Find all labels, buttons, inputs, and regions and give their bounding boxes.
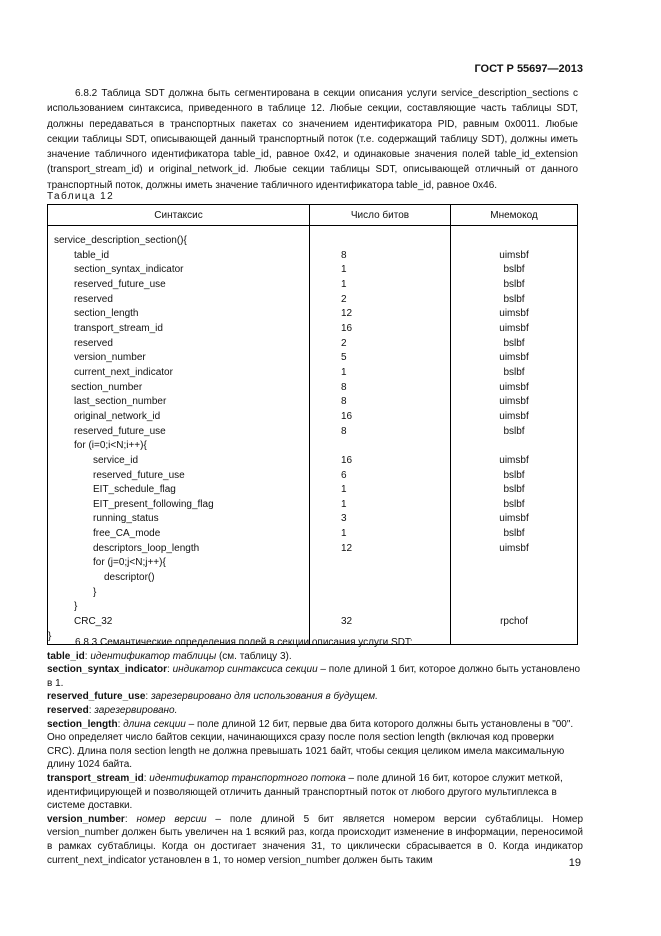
syntax-cell: transport_stream_id (48, 322, 310, 337)
mnemonic-cell: uimsbf (451, 322, 578, 337)
mnemonic-cell: bslbf (451, 337, 578, 352)
bits-cell: 2 (310, 337, 451, 352)
bits-cell: 12 (310, 307, 451, 322)
syntax-cell: current_next_indicator (48, 366, 310, 381)
mnemonic-cell (451, 556, 578, 571)
syntax-cell: section_syntax_indicator (48, 263, 310, 278)
mnemonic-cell: uimsbf (451, 249, 578, 264)
def-transport-stream-id: transport_stream_id: идентификатор транспортного потока – поле длиной 16 бит, которое служит меткой, идентифицирующей и позволяющей отличить данный транспортный поток от любого другого мультиплекса в системе доставки. (47, 772, 563, 812)
table-row (48, 512, 578, 527)
syntax-cell: service_id (48, 454, 310, 469)
table-row (48, 307, 578, 322)
column-header-bits: Число битов (310, 205, 451, 226)
table-row (48, 249, 578, 264)
bits-cell: 8 (310, 249, 451, 264)
mnemonic-cell: bslbf (451, 263, 578, 278)
syntax-cell: table_id (48, 249, 310, 264)
table-row (48, 322, 578, 337)
intro-text: 6.8.2 Таблица SDT должна быть сегментирована в секции описания услуги service_description_sections с использованием синтаксиса, приведенного в таблице 12. Любые секции, составляющие часть таблицы SDT, должны передаваться в транспортных пакетах со значением идентификатора PID, равным 0x0011. Любые секции таблицы SDT, описывающей данный транспортный поток (т.е. содержащий таблицу SDT), должны иметь значение табличного идентификатора table_id, равное 0x42, и одинаковые значения полей table_id_extension (transport_stream_id) и original_network_id. Любые секции таблицы SDT, описывающей отличный от данного транспортный поток, должны иметь значение табличного идентификатора table_id, равное 0x46. (47, 88, 578, 191)
bits-cell: 8 (310, 381, 451, 396)
page-number: 19 (568, 857, 581, 869)
table-row (48, 278, 578, 293)
bits-cell: 6 (310, 469, 451, 484)
bits-cell: 8 (310, 425, 451, 440)
def-section-syntax-indicator: section_syntax_indicator: индикатор синтаксиса секции – поле длиной 1 бит, которое должно быть установлено в 1. (47, 664, 581, 689)
bits-cell: 8 (310, 395, 451, 410)
mnemonic-cell: uimsbf (451, 512, 578, 527)
bits-cell: 5 (310, 351, 451, 366)
table-body (48, 226, 578, 645)
mnemonic-cell (451, 600, 578, 615)
syntax-cell: } (48, 600, 310, 615)
table-row (48, 615, 578, 630)
def-version-number: version_number: номер версии – поле длиной 5 бит является номером версии субтаблицы. Номер version_number должен быть увеличен на 1 всякий раз, когда происходит изменение в информации, переносимой в рамках субтаблицы. Когда он достигает значения 31, то циклически сбрасывается в 0. Когда индикатор current_next_indicator установлен в 1, то номер version_number должен быть таким (47, 813, 583, 866)
mnemonic-cell: uimsbf (451, 410, 578, 425)
syntax-cell: last_section_number (48, 395, 310, 410)
table-row (48, 439, 578, 454)
table-spacer-row (48, 226, 578, 235)
mnemonic-cell: uimsbf (451, 395, 578, 410)
mnemonic-cell: uimsbf (451, 307, 578, 322)
table-row (48, 381, 578, 396)
table-row (48, 351, 578, 366)
syntax-cell: version_number (48, 351, 310, 366)
bits-cell: 12 (310, 542, 451, 557)
table-caption: Таблица 12 (47, 191, 115, 202)
bits-cell (310, 234, 451, 249)
standard-header: ГОСТ Р 55697—2013 (474, 63, 583, 75)
mnemonic-cell: uimsbf (451, 454, 578, 469)
intro-paragraph (47, 86, 578, 193)
table-row (48, 498, 578, 513)
column-header-syntax: Синтаксис (48, 205, 310, 226)
table-row (48, 337, 578, 352)
mnemonic-cell: rpchof (451, 615, 578, 630)
bits-cell (310, 439, 451, 454)
mnemonic-cell (451, 234, 578, 249)
syntax-cell: CRC_32 (48, 615, 310, 630)
mnemonic-cell: bslbf (451, 483, 578, 498)
table-row (48, 395, 578, 410)
def-section-length: section_length: длина секции – поле длиной 12 бит, первые два бита которого должны быть установлены в "00". Оно определяет число байтов секции, начинающихся сразу после поля section length (включая код проверки CRC). Длина поля section length не должна превышать 1021 байт, чтобы секция целиком имела максимальную длину 1024 байта. (47, 718, 574, 771)
table-row (48, 527, 578, 542)
table-row (48, 234, 578, 249)
bits-cell: 2 (310, 293, 451, 308)
syntax-cell: section_length (48, 307, 310, 322)
mnemonic-cell: bslbf (451, 527, 578, 542)
syntax-cell: reserved_future_use (48, 278, 310, 293)
syntax-cell: section_number (48, 381, 310, 396)
syntax-cell: } (48, 630, 310, 645)
bits-cell: 1 (310, 278, 451, 293)
syntax-cell: EIT_present_following_flag (48, 498, 310, 513)
def-reserved: reserved: зарезервировано. (47, 704, 178, 716)
bits-cell: 16 (310, 454, 451, 469)
table-row (48, 263, 578, 278)
def-reserved-future-use: reserved_future_use: зарезервировано для использования в будущем. (47, 691, 378, 703)
mnemonic-cell: uimsbf (451, 351, 578, 366)
def-table-id: table_id: идентификатор таблицы (см. таблицу 3). (47, 650, 292, 662)
table-row (48, 483, 578, 498)
table-row (48, 571, 578, 586)
syntax-cell: service_description_section(){ (48, 234, 310, 249)
bits-cell: 32 (310, 615, 451, 630)
mnemonic-cell: bslbf (451, 469, 578, 484)
mnemonic-cell: bslbf (451, 366, 578, 381)
bits-cell (310, 586, 451, 601)
syntax-cell: for (j=0;j<N;j++){ (48, 556, 310, 571)
bits-cell: 1 (310, 366, 451, 381)
syntax-cell: reserved_future_use (48, 425, 310, 440)
syntax-cell: descriptor() (48, 571, 310, 586)
table-row (48, 293, 578, 308)
mnemonic-cell: bslbf (451, 425, 578, 440)
syntax-cell: reserved_future_use (48, 469, 310, 484)
bits-cell: 1 (310, 483, 451, 498)
mnemonic-cell: bslbf (451, 293, 578, 308)
bits-cell: 1 (310, 263, 451, 278)
syntax-cell: for (i=0;i<N;i++){ (48, 439, 310, 454)
table-row (48, 586, 578, 601)
bits-cell (310, 600, 451, 615)
table-row (48, 410, 578, 425)
syntax-cell: running_status (48, 512, 310, 527)
bits-cell: 16 (310, 322, 451, 337)
mnemonic-cell (451, 586, 578, 601)
table-row (48, 469, 578, 484)
mnemonic-cell: bslbf (451, 278, 578, 293)
syntax-cell: original_network_id (48, 410, 310, 425)
mnemonic-cell: uimsbf (451, 381, 578, 396)
bits-cell: 3 (310, 512, 451, 527)
table-row (48, 454, 578, 469)
bits-cell: 1 (310, 527, 451, 542)
table-row (48, 600, 578, 615)
syntax-cell: free_CA_mode (48, 527, 310, 542)
syntax-table (47, 204, 578, 645)
column-header-mnemonic: Мнемокод (451, 205, 578, 226)
syntax-cell: descriptors_loop_length (48, 542, 310, 557)
table-row (48, 556, 578, 571)
syntax-cell: EIT_schedule_flag (48, 483, 310, 498)
mnemonic-cell (451, 439, 578, 454)
mnemonic-cell (451, 571, 578, 586)
table-row (48, 366, 578, 381)
bits-cell (310, 556, 451, 571)
mnemonic-cell: bslbf (451, 498, 578, 513)
bits-cell: 1 (310, 498, 451, 513)
table-row (48, 542, 578, 557)
table-row (48, 425, 578, 440)
mnemonic-cell: uimsbf (451, 542, 578, 557)
syntax-cell: reserved (48, 337, 310, 352)
syntax-cell: reserved (48, 293, 310, 308)
bits-cell (310, 571, 451, 586)
bits-cell: 16 (310, 410, 451, 425)
semantics-section (47, 636, 583, 867)
semantics-heading: 6.8.3 Семантические определения полей в секции описания услуги SDT: (75, 637, 413, 648)
syntax-cell: } (48, 586, 310, 601)
